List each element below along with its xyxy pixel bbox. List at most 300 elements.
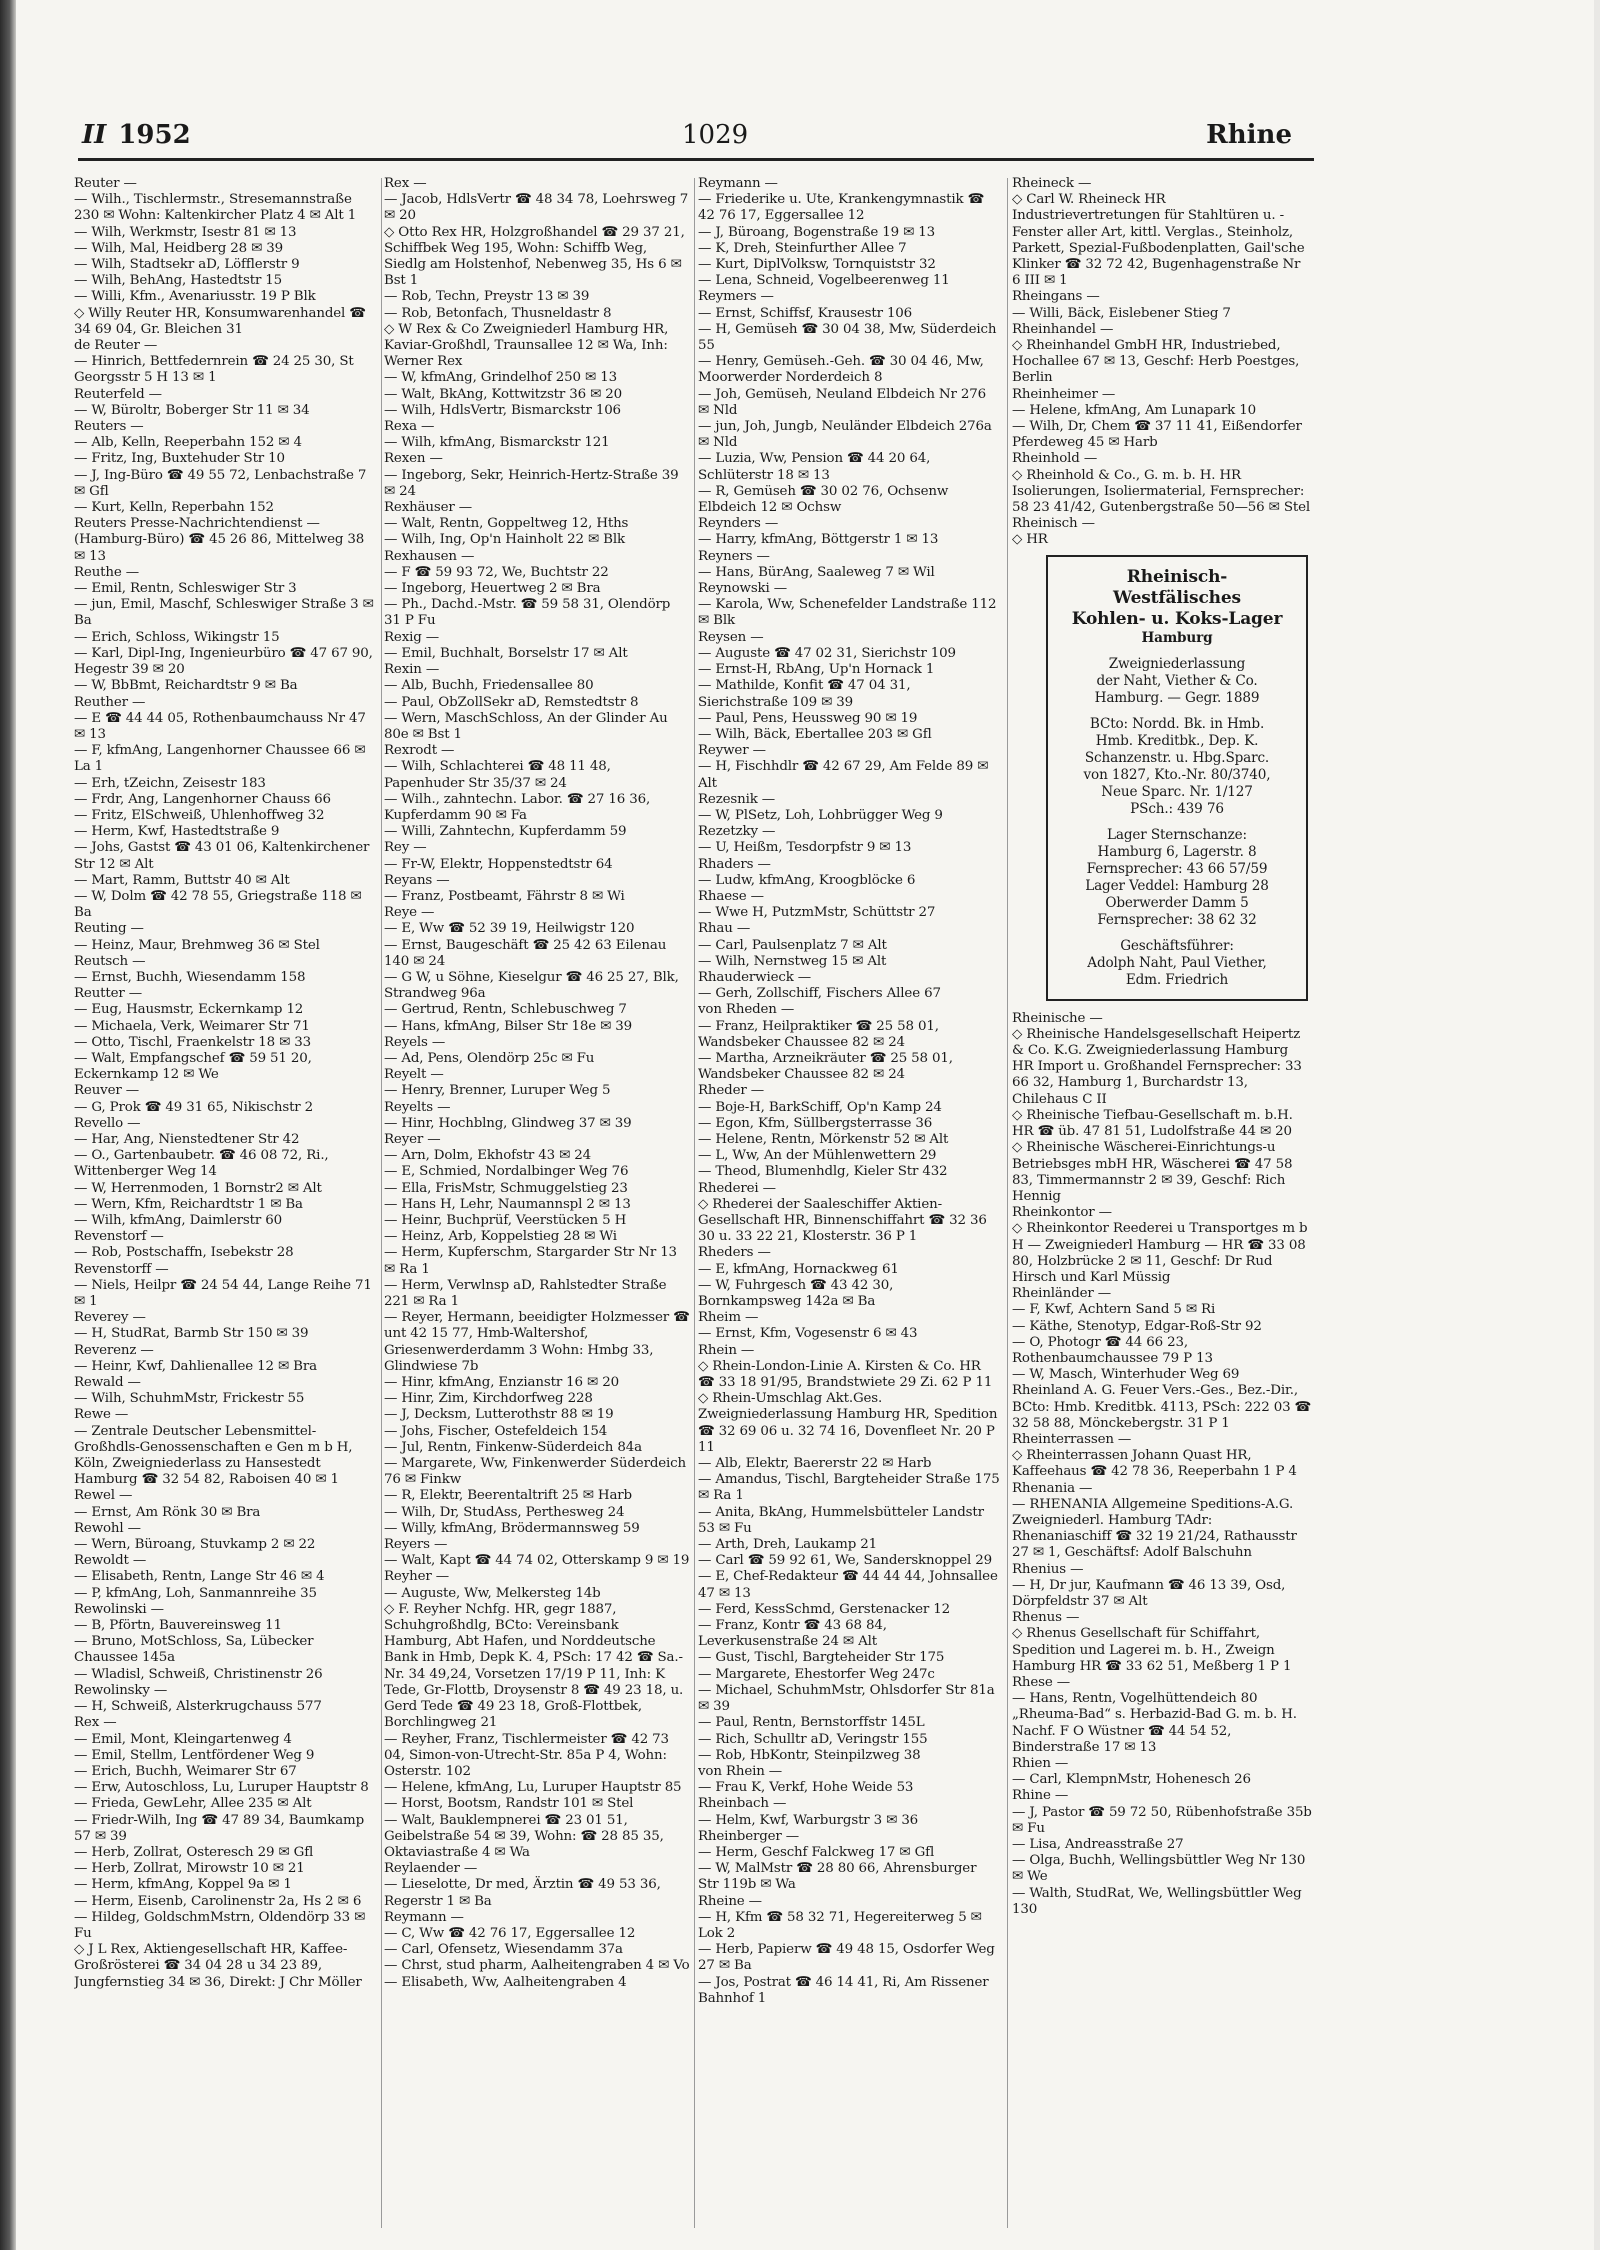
directory-entry: — Hans H, Lehr, Naumannspl 2 ✉ 13 xyxy=(384,1196,631,1212)
directory-entry: — B, Pförtn, Bauvereinsweg 11 xyxy=(74,1618,282,1634)
ad-title-line-1: Rheinisch- xyxy=(1126,566,1228,587)
directory-entry: Rex — xyxy=(74,1715,117,1731)
directory-entry: ◇ Rhenus Gesellschaft für Schiffahrt, Spedition und Lagerei m. b. H., Zweign Hamburg HR ☎ 33 62 51, Meßberg 1 P 1 xyxy=(1012,1626,1292,1674)
directory-entry: Rheinische — xyxy=(1012,1010,1103,1026)
directory-entry: — Herm, Geschf Falckweg 17 ✉ Gfl xyxy=(698,1844,935,1860)
column-1 xyxy=(74,176,378,2236)
directory-entry: — Luzia, Ww, Pension ☎ 44 20 64, Schlüterstr 18 ✉ 13 xyxy=(698,451,931,483)
directory-entry: Rhederei — xyxy=(698,1180,776,1196)
directory-entry: — Carl, Ofensetz, Wiesendamm 37a xyxy=(384,1942,623,1958)
directory-entry: — Gertrud, Rentn, Schlebuschweg 7 xyxy=(384,1002,627,1018)
directory-entry: — L, Ww, An der Mühlenwettern 29 xyxy=(698,1148,937,1164)
directory-entry: ◇ Rheinhandel GmbH HR, Industriebed, Hochallee 67 ✉ 13, Geschf: Herb Poestges, Berlin xyxy=(1012,338,1300,386)
directory-entry: — Harry, kfmAng, Böttgerstr 1 ✉ 13 xyxy=(698,532,939,548)
directory-entry: von Rhein — xyxy=(698,1763,783,1779)
directory-entry: ◇ W Rex & Co Zweigniederl Hamburg HR, Kaviar-Großhdl, Traunsallee 12 ✉ Wa, Inh: Werner Rex xyxy=(384,321,669,370)
ad-line: Lager Veddel: Hamburg 28 xyxy=(1085,877,1269,894)
ad-line: von 1827, Kto.-Nr. 80/3740, xyxy=(1083,766,1271,783)
directory-entry: Rheinkontor — xyxy=(1012,1205,1112,1221)
directory-entry: — Rob, Betonfach, Thusneldastr 8 xyxy=(384,305,612,321)
ad-line: Hmb. Kreditbk., Dep. K. xyxy=(1095,732,1259,749)
directory-entry: — Hans, Rentn, Vogelhüttendeich 80 xyxy=(1012,1691,1258,1707)
directory-entry: — Ph., Dachd.-Mstr. ☎ 59 58 31, Olendörp 31 P Fu xyxy=(384,597,671,629)
directory-entry: Reutter — xyxy=(74,986,143,1002)
directory-entry: Rhauderwieck — xyxy=(698,969,812,985)
directory-entry: — Wilh, Bäck, Ebertallee 203 ✉ Gfl xyxy=(698,726,932,742)
directory-entry: — Herb, Zollrat, Osteresch 29 ✉ Gfl xyxy=(74,1844,314,1860)
directory-entry: — F, Kwf, Achtern Sand 5 ✉ Ri xyxy=(1012,1302,1216,1318)
directory-entry: — Ernst-H, RbAng, Up'n Hornack 1 xyxy=(698,662,935,678)
directory-entry: — Walt, Kapt ☎ 44 74 02, Otterskamp 9 ✉ 19 xyxy=(384,1553,690,1569)
directory-entry: — Jos, Postrat ☎ 46 14 41, Ri, Am Rissener Bahnhof 1 xyxy=(698,1974,989,2006)
directory-entry: — Ingeborg, Heuertweg 2 ✉ Bra xyxy=(384,581,601,597)
directory-entry: Rexrodt — xyxy=(384,743,455,759)
directory-entry: — O., Gartenbaubetr. ☎ 46 08 72, Ri., Wittenberger Weg 14 xyxy=(74,1148,329,1180)
directory-entry: — Herb, Zollrat, Mirowstr 10 ✉ 21 xyxy=(74,1861,305,1877)
directory-entry: — Mart, Ramm, Buttstr 40 ✉ Alt xyxy=(74,872,290,888)
directory-entry: — Herm, Verwlnsp aD, Rahlstedter Straße 221 ✉ Ra 1 xyxy=(384,1277,667,1310)
directory-entry: — Wilh., zahntechn. Labor. ☎ 27 16 36, Kupferdamm 90 ✉ Fa xyxy=(384,791,651,823)
directory-entry: Reysen — xyxy=(698,629,764,645)
directory-entry: Reynowski — xyxy=(698,581,787,597)
directory-entry: Rhine — xyxy=(1012,1788,1069,1804)
directory-entry: — F, kfmAng, Langenhorner Chaussee 66 ✉ La 1 xyxy=(74,743,366,775)
directory-entry: — Helene, Rentn, Mörkenstr 52 ✉ Alt xyxy=(698,1131,949,1147)
directory-entry: — Ernst, Am Rönk 30 ✉ Bra xyxy=(74,1504,261,1520)
directory-entry: — Franz, Kontr ☎ 43 68 84, Leverkusenstraße 24 ✉ Alt xyxy=(698,1618,887,1650)
directory-entry: Reyers — xyxy=(384,1537,448,1553)
directory-entry: — Fritz, Ing, Buxtehuder Str 10 xyxy=(74,451,285,467)
directory-entry: — Heinz, Maur, Brehmweg 36 ✉ Stel xyxy=(74,937,320,953)
directory-entry: — Emil, Stellm, Lentfördener Weg 9 xyxy=(74,1747,315,1763)
directory-entry: — Anita, BkAng, Hummelsbütteler Landstr 53 ✉ Fu xyxy=(698,1504,984,1536)
directory-entry: — Rob, HbKontr, Steinpilzweg 38 xyxy=(698,1747,921,1763)
directory-entry: — RHENANIA Allgemeine Speditions-A.G. Zweigniederl. Hamburg TAdr: Rhenaniaschiff ☎ 32 19 21/24, Rathausstr 27 ✉ 1, Geschäftsf: Adolf Balschuhn xyxy=(1012,1496,1297,1561)
directory-entry: — Margarete, Ww, Finkenwerder Süderdeich 76 ✉ Finkw xyxy=(384,1456,686,1488)
directory-entry: Reyels — xyxy=(384,1034,446,1050)
directory-entry: Rheinhold — xyxy=(1012,451,1098,467)
directory-entry: Rexig — xyxy=(384,629,440,645)
directory-entry: — W, Fuhrgesch ☎ 43 42 30, Bornkampsweg 142a ✉ Ba xyxy=(698,1277,894,1310)
directory-entry: — G, Prok ☎ 49 31 65, Nikischstr 2 xyxy=(74,1099,314,1115)
directory-entry: — Rob, Techn, Preystr 13 ✉ 39 xyxy=(384,289,590,305)
directory-entry: ◇ Rheinhold & Co., G. m. b. H. HR Isolierungen, Isoliermaterial, Fernsprecher: 58 23 41/42, Gutenbergstraße 50—56 ✉ Stel xyxy=(1012,467,1310,516)
directory-entry: — H, Schweiß, Alsterkrugchauss 577 xyxy=(74,1699,322,1715)
directory-entry: — jun, Joh, Jungb, Neuländer Elbdeich 276a ✉ Nld xyxy=(698,419,992,451)
directory-entry: — Walth, StudRat, We, Wellingsbüttler Weg 130 xyxy=(1012,1885,1302,1917)
directory-entry: ◇ Rheinische Tiefbau-Gesellschaft m. b.H. HR ☎ üb. 47 81 51, Ludolfstraße 44 ✉ 20 xyxy=(1012,1107,1293,1140)
directory-entry: Rheder — xyxy=(698,1083,764,1099)
directory-entry: Rewoldt — xyxy=(74,1553,147,1569)
directory-entry: — Alb, Kelln, Reeperbahn 152 ✉ 4 xyxy=(74,435,302,451)
directory-entry: — Wilh, Dr, Chem ☎ 37 11 41, Eißendorfer Pferdeweg 45 ✉ Harb xyxy=(1012,419,1302,451)
directory-entry: — Frau K, Verkf, Hohe Weide 53 xyxy=(698,1780,914,1796)
directory-entry: — Hinrich, Bettfedernrein ☎ 24 25 30, St Georgsstr 5 H 13 ✉ 1 xyxy=(74,354,354,386)
directory-entry: — Michaela, Verk, Weimarer Str 71 xyxy=(74,1018,310,1034)
directory-entry: Reverey — xyxy=(74,1310,146,1326)
directory-entry: ◇ Rhein-Umschlag Akt.Ges. Zweigniederlassung Hamburg HR, Spedition ☎ 32 69 06 u. 32 74 16, Dovenfleet Nr. 20 P 11 xyxy=(698,1391,998,1455)
directory-entry: Rey — xyxy=(384,840,427,856)
directory-entry: — Wilh., Tischlermstr., Stresemannstraße 230 ✉ Wohn: Kaltenkircher Platz 4 ✉ Alt 1 xyxy=(74,192,357,224)
directory-entry: Reuther — xyxy=(74,694,146,710)
directory-entry: „Rheuma-Bad“ s. Herbazid-Bad G. m. b. H. Nachf. F O Wüstner ☎ 44 54 52, Binderstraße 17 ✉ 13 xyxy=(1012,1707,1297,1755)
directory-entry: — Frdr, Ang, Langenhorner Chauss 66 xyxy=(74,791,331,807)
directory-entry: — Emil, Buchhalt, Borselstr 17 ✉ Alt xyxy=(384,645,628,661)
column-3 xyxy=(698,176,1000,2236)
directory-entry: — Wilh, HdlsVertr, Bismarckstr 106 xyxy=(384,402,621,418)
directory-entry: Reyners — xyxy=(698,548,770,564)
directory-entry: Rhenania — xyxy=(1012,1480,1093,1496)
header-volume-year xyxy=(82,120,191,150)
directory-entry: — Ella, FrisMstr, Schmuggelstieg 23 xyxy=(384,1180,628,1196)
directory-entry: — Jul, Rentn, Finkenw-Süderdeich 84a xyxy=(384,1439,642,1455)
directory-entry: — Ernst, Schiffsf, Krausestr 106 xyxy=(698,305,913,321)
column-2 xyxy=(384,176,690,2236)
directory-entry: — H, Dr jur, Kaufmann ☎ 46 13 39, Osd, Dörpfeldstr 37 ✉ Alt xyxy=(1012,1577,1286,1609)
directory-entry: — Carl, Paulsenplatz 7 ✉ Alt xyxy=(698,937,887,953)
directory-entry: — Wilh, Werkmstr, Isestr 81 ✉ 13 xyxy=(74,224,297,240)
directory-entry: — Ernst, Baugeschäft ☎ 25 42 63 Eilenau 140 ✉ 24 xyxy=(384,937,667,969)
directory-entry: Reyer — xyxy=(384,1131,441,1147)
directory-entry: Rhaese — xyxy=(698,888,764,904)
directory-entry: — Wilh, Ing, Op'n Hainholt 22 ✉ Blk xyxy=(384,532,625,548)
directory-entry: Reuters Presse-Nachrichtendienst — (Hamburg-Büro) ☎ 45 26 86, Mittelweg 38 ✉ 13 xyxy=(74,516,365,564)
directory-entry: — Helm, Kwf, Warburgstr 3 ✉ 36 xyxy=(698,1812,919,1828)
ad-line: BCto: Nordd. Bk. in Hmb. xyxy=(1089,715,1265,732)
directory-entry: — H, Fischhdlr ☎ 42 67 29, Am Felde 89 ✉ Alt xyxy=(698,759,989,791)
directory-entry: — Willy, kfmAng, Brödermannsweg 59 xyxy=(384,1520,640,1536)
directory-entry: Rexa — xyxy=(384,419,435,435)
directory-entry: — Frieda, GewLehr, Allee 235 ✉ Alt xyxy=(74,1796,312,1812)
running-keyword: Rhine xyxy=(1206,120,1292,150)
directory-entry: — O, Photogr ☎ 44 66 23, Rothenbaumchaussee 79 P 13 xyxy=(1012,1334,1213,1366)
directory-entry: — Walt, Empfangschef ☎ 59 51 20, Eckernkamp 12 ✉ We xyxy=(74,1050,312,1083)
directory-entry: — Ludw, kfmAng, Kroogblöcke 6 xyxy=(698,872,916,888)
directory-entry: Rewald — xyxy=(74,1375,141,1391)
directory-entry: — E, Ww ☎ 52 39 19, Heilwigstr 120 xyxy=(384,921,635,937)
directory-entry: — G W, u Söhne, Kieselgur ☎ 46 25 27, Blk, Strandweg 96a xyxy=(384,969,679,1002)
directory-entry: — Martha, Arzneikräuter ☎ 25 58 01, Wandsbeker Chaussee 82 ✉ 24 xyxy=(698,1050,953,1083)
year: 1952 xyxy=(118,120,191,150)
directory-entry: — K, Dreh, Steinfurther Allee 7 xyxy=(698,240,907,256)
directory-entry: — Henry, Brenner, Luruper Weg 5 xyxy=(384,1083,611,1099)
directory-entry: — Chrst, stud pharm, Aalheitengraben 4 ✉ Vo xyxy=(384,1958,690,1974)
directory-entry: Rewel — xyxy=(74,1488,133,1504)
ad-line: Adolph Naht, Paul Viether, xyxy=(1087,954,1267,971)
directory-entry: — Carl, KlempnMstr, Hohenesch 26 xyxy=(1012,1772,1251,1788)
directory-entry: — Ernst, Kfm, Vogesenstr 6 ✉ 43 xyxy=(698,1326,918,1342)
directory-entry: — Lieselotte, Dr med, Ärztin ☎ 49 53 36, Regerstr 1 ✉ Ba xyxy=(384,1877,661,1909)
directory-entry: ◇ Rheinterrassen Johann Quast HR, Kaffeehaus ☎ 42 78 36, Reeperbahn 1 P 4 xyxy=(1012,1448,1297,1480)
directory-entry: — Ernst, Buchh, Wiesendamm 158 xyxy=(74,969,306,985)
directory-entry: ◇ Willy Reuter HR, Konsumwarenhandel ☎ 34 69 04, Gr. Bleichen 31 xyxy=(74,305,366,337)
directory-entry: — C, Ww ☎ 42 76 17, Eggersallee 12 xyxy=(384,1925,636,1941)
directory-entry: — Franz, Postbeamt, Fährstr 8 ✉ Wi xyxy=(384,888,625,904)
directory-entry: Rheineck — xyxy=(1012,176,1092,191)
directory-entry: — Kurt, Kelln, Reperbahn 152 xyxy=(74,500,274,516)
directory-entry: Reymann — xyxy=(384,1909,464,1925)
directory-entry: — Mathilde, Konfit ☎ 47 04 31, Sierichstraße 109 ✉ 39 xyxy=(698,678,911,710)
directory-entry: — Hans, kfmAng, Bilser Str 18e ✉ 39 xyxy=(384,1018,633,1034)
directory-entry: — Wern, Büroang, Stuvkamp 2 ✉ 22 xyxy=(74,1537,316,1553)
directory-entry: — W, Herrenmoden, 1 Bornstr2 ✉ Alt xyxy=(74,1180,322,1196)
ad-line: Hamburg 6, Lagerstr. 8 xyxy=(1097,843,1257,860)
directory-entry: — Willi, Kfm., Avenariusstr. 19 P Blk xyxy=(74,289,316,305)
directory-entry: — Heinr, Kwf, Dahlienallee 12 ✉ Bra xyxy=(74,1358,317,1374)
directory-entry: — E, Chef-Redakteur ☎ 44 44 44, Johnsallee 47 ✉ 13 xyxy=(698,1569,998,1601)
ad-line: Schanzenstr. u. Hbg.Sparc. xyxy=(1084,749,1270,766)
directory-entry: von Rheden — xyxy=(698,1002,795,1018)
directory-entry: — W, BbBmt, Reichardtstr 9 ✉ Ba xyxy=(74,678,298,694)
directory-entry: — W, Büroltr, Boberger Str 11 ✉ 34 xyxy=(74,402,310,418)
page-number: 1029 xyxy=(682,120,749,150)
directory-entry: — Emil, Mont, Kleingartenweg 4 xyxy=(74,1731,292,1747)
directory-entry: — Fr-W, Elektr, Hoppenstedtstr 64 xyxy=(384,856,613,872)
directory-entry: Rheine — xyxy=(698,1893,762,1909)
ad-line: Zweigniederlassung xyxy=(1108,655,1246,672)
directory-entry: — Wladisl, Schweiß, Christinenstr 26 xyxy=(74,1666,323,1682)
directory-entry: Rheinheimer — xyxy=(1012,386,1116,402)
ad-line: der Naht, Viether & Co. xyxy=(1096,672,1258,689)
directory-entry: — Boje-H, BarkSchiff, Op'n Kamp 24 xyxy=(698,1099,942,1115)
directory-entry: — Hinr, kfmAng, Enzianstr 16 ✉ 20 xyxy=(384,1375,619,1391)
directory-entry: — Wilh, kfmAng, Bismarckstr 121 xyxy=(384,435,610,451)
directory-entry: — W, PlSetz, Loh, Lohbrügger Weg 9 xyxy=(698,807,943,823)
directory-entry: — Wern, Kfm, Reichardtstr 1 ✉ Ba xyxy=(74,1196,303,1212)
directory-entry: Rewohl — xyxy=(74,1520,141,1536)
directory-entry: — Henry, Gemüseh.-Geh. ☎ 30 04 46, Mw, Moorwerder Norderdeich 8 xyxy=(698,354,984,386)
directory-entry: Rheinberger — xyxy=(698,1828,800,1844)
ad-line: Oberwerder Damm 5 xyxy=(1105,894,1249,911)
directory-entry: — Elisabeth, Ww, Aalheitengraben 4 xyxy=(384,1974,627,1990)
ad-line: Fernsprecher: 38 62 32 xyxy=(1097,911,1257,928)
directory-entry: Reye — xyxy=(384,905,435,921)
directory-entry: — Karl, Dipl-Ing, Ingenieurbüro ☎ 47 67 90, Hegestr 39 ✉ 20 xyxy=(74,645,373,678)
ad-title-line-3: Kohlen- u. Koks-Lager xyxy=(1071,608,1283,629)
directory-entry: — Hildeg, GoldschmMstrn, Oldendörp 33 ✉ Fu xyxy=(74,1909,366,1941)
ad-title-line-2: Westfälisches xyxy=(1113,587,1241,608)
directory-entry: — Heinr, Buchprüf, Veerstücken 5 H xyxy=(384,1213,627,1228)
directory-entry: — Wilh, Stadtsekr aD, Löfflerstr 9 xyxy=(74,257,300,273)
directory-entry: — Niels, Heilpr ☎ 24 54 44, Lange Reihe 71 ✉ 1 xyxy=(74,1277,372,1310)
directory-entry: Rhein — xyxy=(698,1342,755,1358)
directory-entry: — Hinr, Zim, Kirchdorfweg 228 xyxy=(384,1391,593,1407)
directory-entry: — Käthe, Stenotyp, Edgar-Roß-Str 92 xyxy=(1012,1318,1262,1334)
directory-entry: — Alb, Buchh, Friedensallee 80 xyxy=(384,678,594,694)
directory-entry: — Ferd, KessSchmd, Gerstenacker 12 xyxy=(698,1601,950,1617)
directory-entry: — Theod, Blumenhdlg, Kieler Str 432 xyxy=(698,1164,948,1180)
directory-entry: — Erich, Buchh, Weimarer Str 67 xyxy=(74,1763,297,1779)
directory-entry: — Karola, Ww, Schenefelder Landstraße 112 ✉ Blk xyxy=(698,597,997,629)
directory-entry: — Johs, Gastst ☎ 43 01 06, Kaltenkirchener Str 12 ✉ Alt xyxy=(74,840,370,872)
directory-entry: Reuting — xyxy=(74,921,144,937)
directory-entry: — Johs, Fischer, Ostefeldeich 154 xyxy=(384,1423,608,1439)
directory-entry: Rheinland A. G. Feuer Vers.-Ges., Bez.-Dir., BCto: Hmb. Kreditbk. 4113, PSch: 222 03 ☎ 32 58 88, Mönckebergstr. 31 P 1 xyxy=(1012,1383,1312,1431)
volume-number: II xyxy=(82,120,107,150)
directory-entry: — Paul, Pens, Heussweg 90 ✉ 19 xyxy=(698,710,918,726)
directory-entry: Reywer — xyxy=(698,743,766,759)
directory-entry: Reutsch — xyxy=(74,953,146,969)
directory-entry: — Rob, Postschaffn, Isebekstr 28 xyxy=(74,1245,294,1261)
directory-entry: Rexin — xyxy=(384,662,440,678)
column-4 xyxy=(1012,176,1312,2236)
directory-entry: — Walt, BkAng, Kottwitzstr 36 ✉ 20 xyxy=(384,386,623,402)
directory-entry: Rhaders — xyxy=(698,856,771,872)
directory-entry: — R, Gemüseh ☎ 30 02 76, Ochsenw Elbdeich 12 ✉ Ochsw xyxy=(698,483,949,516)
directory-entry: — Wilh, BehAng, Hastedtstr 15 xyxy=(74,273,283,289)
directory-entry: — Helene, kfmAng, Lu, Luruper Hauptstr 85 xyxy=(384,1780,682,1796)
directory-entry: Reyher — xyxy=(384,1569,449,1585)
directory-entry: Rheinbach — xyxy=(698,1796,787,1812)
directory-entry: Reuver — xyxy=(74,1083,139,1099)
directory-entry: — Heinz, Arb, Koppelstieg 28 ✉ Wi xyxy=(384,1229,617,1245)
directory-entry: Rewe — xyxy=(74,1407,129,1423)
directory-entry: Revello — xyxy=(74,1115,141,1131)
directory-entry: ◇ Carl W. Rheineck HR Industrievertretungen für Stahltüren u. -Fenster aller Art, kittl. Verglas., Steinholz, Parkett, Spezial-Fußbodenplatten, Gail'sche Klinker ☎ 32 72 42, Bugenhagenstraße Nr 6 III ✉ 1 xyxy=(1012,192,1305,289)
directory-entry: ◇ F. Reyher Nchfg. HR, gegr 1887, Schuhgroßhdlg, BCto: Vereinsbank Hamburg, Abt Hafen, und Norddeutsche Bank in Hmb, Depk K. 4, PSch: 17 42 ☎ Sa.-Nr. 34 49,24, Vorsetzen 17/19 P 11, Inh: K Tede, Gr-Flottb, Droysenstr 8 ☎ 49 23 18, u. Gerd Tede ☎ 49 23 18, Groß-Flottbek, Borchlingweg 21 xyxy=(384,1601,684,1731)
directory-entry: — Rich, Schulltr aD, Veringstr 155 xyxy=(698,1731,928,1747)
directory-entry: Rexen — xyxy=(384,451,443,467)
directory-entry: — Walt, Bauklempnerei ☎ 23 01 51, Geibelstraße 54 ✉ 39, Wohn: ☎ 28 85 35, Oktaviastraße 4 ✉ Wa xyxy=(384,1812,664,1860)
directory-entry: Reymers — xyxy=(698,289,774,305)
directory-entry: — Willi, Zahntechn, Kupferdamm 59 xyxy=(384,824,627,840)
directory-entry: Rhese — xyxy=(1012,1675,1071,1690)
directory-entry: — Wilh, Nernstweg 15 ✉ Alt xyxy=(698,953,887,969)
directory-entry: — H, Gemüseh ☎ 30 04 38, Mw, Süderdeich 55 xyxy=(698,321,997,354)
directory-entry: — Herm, Kwf, Hastedtstraße 9 xyxy=(74,824,280,840)
directory-entry: Rheinhandel — xyxy=(1012,321,1114,337)
advertisement-box xyxy=(1046,555,1308,1001)
directory-entry: — Franz, Heilpraktiker ☎ 25 58 01, Wandsbeker Chaussee 82 ✉ 24 xyxy=(698,1018,939,1050)
directory-entry: — Erh, tZeichn, Zeisestr 183 xyxy=(74,775,266,791)
directory-entry: Revenstorf — xyxy=(74,1229,164,1245)
ad-line: Fernsprecher: 43 66 57/59 xyxy=(1086,860,1268,877)
directory-entry: Rhien — xyxy=(1012,1756,1069,1772)
page-binding-edge xyxy=(0,0,16,2250)
directory-entry: — Joh, Gemüseh, Neuland Elbdeich Nr 276 ✉ Nld xyxy=(698,386,986,418)
column-divider xyxy=(694,178,695,2228)
ad-city: Hamburg xyxy=(1141,629,1213,646)
directory-entry: — Erw, Autoschloss, Lu, Luruper Hauptstr 8 xyxy=(74,1780,369,1796)
ad-line: Edm. Friedrich xyxy=(1125,971,1229,988)
directory-entry: Reuterfeld — xyxy=(74,386,162,402)
ad-line: Hamburg. — Gegr. 1889 xyxy=(1094,689,1260,706)
directory-entry: ◇ Otto Rex HR, Holzgroßhandel ☎ 29 37 21, Schiffbek Weg 195, Wohn: Schiffb Weg, Siedlg am Holstenhof, Nebenweg 35, Hs 6 ✉ Bst 1 xyxy=(384,224,685,289)
directory-entry: Rhenus — xyxy=(1012,1610,1080,1626)
directory-entry: Reverenz — xyxy=(74,1342,154,1358)
directory-entry: — Ingeborg, Sekr, Heinrich-Hertz-Straße 39 ✉ 24 xyxy=(384,467,679,499)
directory-entry: ◇ Rheinkontor Reederei u Transportges m b H — Zweigniederl Hamburg — HR ☎ 33 08 80, Holzbrücke 2 ✉ 11, Geschf: Dr Rud Hirsch und Karl Müssig xyxy=(1012,1221,1308,1285)
directory-entry: — Eug, Hausmstr, Eckernkamp 12 xyxy=(74,1002,304,1018)
directory-entry: — Fritz, ElSchweiß, Uhlenhoffweg 32 xyxy=(74,807,325,823)
directory-entry: Reyelt — xyxy=(384,1067,444,1083)
directory-entry: — Hinr, Hochblng, Glindweg 37 ✉ 39 xyxy=(384,1115,632,1131)
directory-entry: — Amandus, Tischl, Bargteheider Straße 175 ✉ Ra 1 xyxy=(698,1472,1000,1504)
directory-entry: — Friederike u. Ute, Krankengymnastik ☎ 42 76 17, Eggersallee 12 xyxy=(698,192,985,224)
directory-entry: — J, Pastor ☎ 59 72 50, Rübenhofstraße 35b ✉ Fu xyxy=(1012,1804,1312,1836)
directory-entry: ◇ Rhederei der Saaleschiffer Aktien-Gesellschaft HR, Binnenschiffahrt ☎ 32 36 30 u. 33 22 21, Klosterstr. 36 P 1 xyxy=(698,1196,987,1245)
directory-entry: — Arth, Dreh, Laukamp 21 xyxy=(698,1537,877,1553)
directory-entry: Rheinisch — xyxy=(1012,516,1095,532)
directory-entry: — Otto, Tischl, Fraenkelstr 18 ✉ 33 xyxy=(74,1034,311,1050)
directory-entry: — W, Dolm ☎ 42 78 55, Griegstraße 118 ✉ Ba xyxy=(74,888,362,921)
directory-entry: Rewolinski — xyxy=(74,1601,164,1617)
directory-entry: Reylaender — xyxy=(384,1861,478,1877)
directory-entry: — Lisa, Andreasstraße 27 xyxy=(1012,1837,1184,1853)
directory-entry: — Wern, MaschSchloss, An der Glinder Au 80e ✉ Bst 1 xyxy=(384,710,668,742)
directory-entry: Rewolinsky — xyxy=(74,1682,168,1698)
directory-entry: — Margarete, Ehestorfer Weg 247c xyxy=(698,1666,935,1682)
directory-entry: Reuthe — xyxy=(74,564,140,580)
directory-entry: Reynders — xyxy=(698,516,779,532)
directory-entry: — E, Schmied, Nordalbinger Weg 76 xyxy=(384,1164,629,1180)
directory-entry: — Hans, BürAng, Saaleweg 7 ✉ Wil xyxy=(698,564,935,580)
directory-entry: — Walt, Rentn, Goppeltweg 12, Hths xyxy=(384,516,629,532)
directory-entry: — Auguste, Ww, Melkersteg 14b xyxy=(384,1585,601,1601)
directory-entry: — Helene, kfmAng, Am Lunapark 10 xyxy=(1012,402,1256,418)
directory-entry: ◇ Rhein-London-Linie A. Kirsten & Co. HR ☎ 33 18 91/95, Brandstwiete 29 Zi. 62 P 11 xyxy=(698,1358,993,1391)
directory-entry: — J, Ing-Büro ☎ 49 55 72, Lenbachstraße 7 ✉ Gfl xyxy=(74,467,367,499)
directory-entry: — Alb, Elektr, Baererstr 22 ✉ Harb xyxy=(698,1456,932,1472)
directory-entry: ◇ HR xyxy=(1012,532,1048,548)
directory-entry: Reyans — xyxy=(384,872,450,888)
ad-line: Lager Sternschanze: xyxy=(1107,826,1247,843)
ad-line: PSch.: 439 76 xyxy=(1130,800,1224,817)
directory-entry: — H, StudRat, Barmb Str 150 ✉ 39 xyxy=(74,1326,309,1342)
directory-entry: Rezesnik — xyxy=(698,791,776,807)
directory-entry: Rheinländer — xyxy=(1012,1286,1112,1302)
directory-entry: — Wilh, Dr, StudAss, Perthesweg 24 xyxy=(384,1504,625,1520)
directory-entry: — Wilh, kfmAng, Daimlerstr 60 xyxy=(74,1213,282,1228)
directory-entry: Reuters — xyxy=(74,419,144,435)
directory-entry: — R, Elektr, Beerentaltrift 25 ✉ Harb xyxy=(384,1488,632,1504)
directory-entry: — Emil, Rentn, Schleswiger Str 3 xyxy=(74,581,297,597)
directory-entry: Revenstorff — xyxy=(74,1261,169,1277)
directory-entry: — Wilh, Schlachterei ☎ 48 11 48, Papenhuder Str 35/37 ✉ 24 xyxy=(384,759,611,791)
directory-entry: Rhau — xyxy=(698,921,751,937)
directory-entry: Rex — xyxy=(384,176,427,191)
ad-line: Neue Sparc. Nr. 1/127 xyxy=(1101,783,1253,800)
directory-entry: Rhenius — xyxy=(1012,1561,1084,1577)
directory-entry: — Herb, Papierw ☎ 49 48 15, Osdorfer Weg 27 ✉ Ba xyxy=(698,1942,995,1974)
directory-entry: — Gust, Tischl, Bargteheider Str 175 xyxy=(698,1650,945,1666)
column-divider xyxy=(1007,178,1008,2228)
directory-entry: — Wwe H, PutzmMstr, Schüttstr 27 xyxy=(698,905,936,921)
directory-entry: — Herm, Eisenb, Carolinenstr 2a, Hs 2 ✉ 6 xyxy=(74,1893,362,1909)
directory-entry: — P, kfmAng, Loh, Sanmannreihe 35 xyxy=(74,1585,317,1601)
directory-entry: — Michael, SchuhmMstr, Ohlsdorfer Str 81a ✉ 39 xyxy=(698,1682,995,1715)
directory-entry: — Erich, Schloss, Wikingstr 15 xyxy=(74,629,280,645)
directory-entry: — W, MalMstr ☎ 28 80 66, Ahrensburger Str 119b ✉ Wa xyxy=(698,1861,977,1893)
directory-entry: Rheim — xyxy=(698,1310,759,1326)
directory-entry: — Carl ☎ 59 92 61, We, Sandersknoppel 29 xyxy=(698,1553,993,1569)
directory-entry: — Paul, Rentn, Bernstorffstr 145L xyxy=(698,1715,925,1731)
directory-entry: — Wilh, SchuhmMstr, Frickestr 55 xyxy=(74,1391,305,1407)
directory-entry: — Herm, Kupferschm, Stargarder Str Nr 13 ✉ Ra 1 xyxy=(384,1245,677,1277)
directory-entry: — Friedr-Wilh, Ing ☎ 47 89 34, Baumkamp 57 ✉ 39 xyxy=(74,1812,365,1844)
directory-entry: ◇ Rheinische Wäscherei-Einrichtungs-u Betriebsges mbH HR, Wäscherei ☎ 47 58 83, Timmermannstr 2 ✉ 39, Geschf: Rich Hennig xyxy=(1012,1140,1293,1204)
directory-entry: Rheingans — xyxy=(1012,289,1100,305)
directory-entry: Reymann — xyxy=(698,176,778,191)
directory-entry: de Reuter — xyxy=(74,338,158,354)
directory-entry: — Arn, Dolm, Ekhofstr 43 ✉ 24 xyxy=(384,1148,592,1164)
directory-entry: — Zentrale Deutscher Lebensmittel-Großhdls-Genossenschaften e Gen m b H, Köln, Zweigniederlass zu Hansestedt Hamburg ☎ 32 54 82, Raboisen 40 ✉ 1 xyxy=(74,1423,353,1488)
directory-entry: — Kurt, DiplVolksw, Tornquiststr 32 xyxy=(698,257,936,273)
directory-entry: Rheders — xyxy=(698,1245,771,1261)
directory-entry: ◇ J L Rex, Aktiengesellschaft HR, Kaffee-Großrösterei ☎ 34 04 28 u 34 23 89, Jungfernstieg 34 ✉ 36, Direkt: J Chr Möller xyxy=(74,1942,362,1990)
directory-entry: — Wilh, Mal, Heidberg 28 ✉ 39 xyxy=(74,240,284,256)
directory-entry: Reuter — xyxy=(74,176,137,191)
